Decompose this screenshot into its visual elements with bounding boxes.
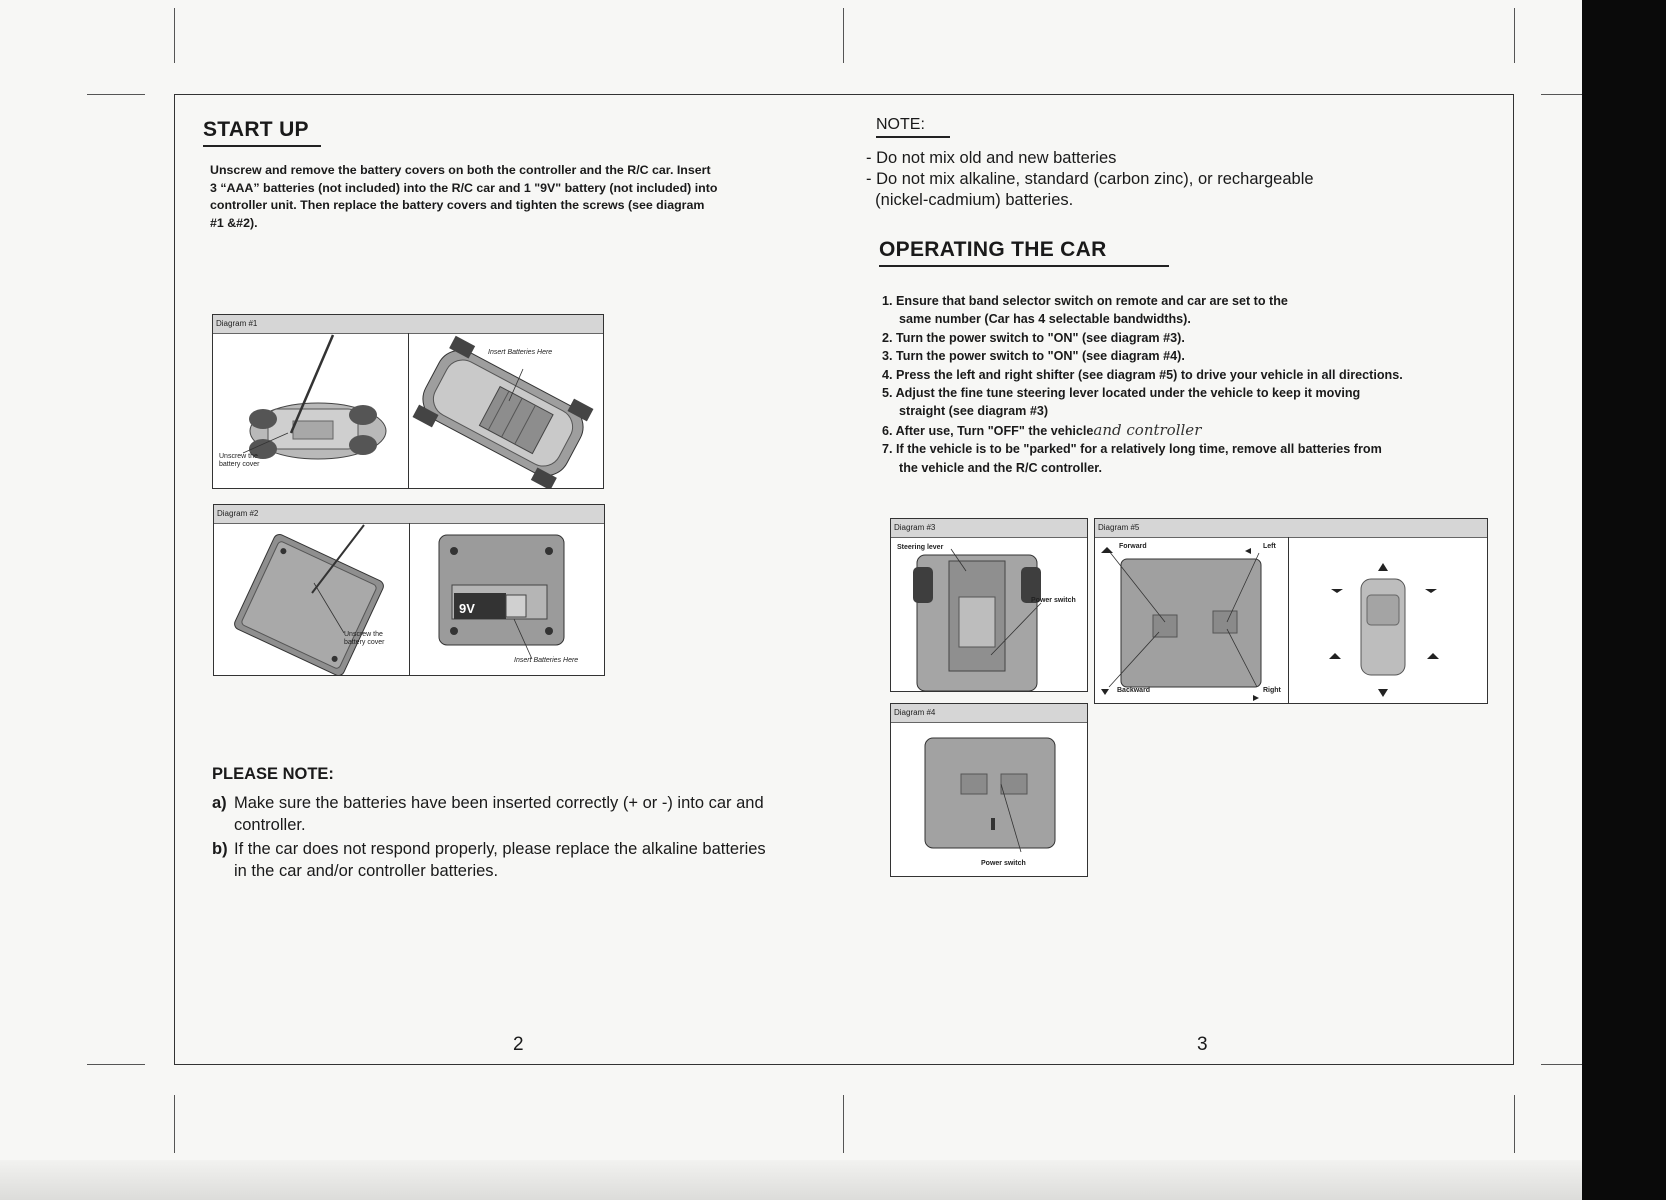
- crop-mark: [1514, 1095, 1515, 1153]
- page-number-left: 2: [513, 1034, 524, 1055]
- unscrew-label: Unscrew the battery cover: [219, 453, 260, 468]
- diagram-title: Diagram #2: [214, 505, 604, 524]
- list-item: 3. Turn the power switch to "ON" (see diagram #4).: [882, 349, 1185, 364]
- operating-heading: OPERATING THE CAR: [879, 238, 1169, 267]
- list-item: 7. If the vehicle is to be "parked" for a relatively long time, remove all batteries from: [882, 442, 1382, 457]
- crop-mark: [87, 1064, 145, 1065]
- please-note-heading: PLEASE NOTE:: [212, 765, 334, 783]
- controller-switch-illustration: [891, 722, 1087, 876]
- list-item: 6. After use, Turn "OFF" the vehicleand controller: [882, 420, 1202, 439]
- crop-mark: [174, 1095, 175, 1153]
- list-item: 1. Ensure that band selector switch on remote and car are set to the: [882, 294, 1288, 308]
- unscrew-label: Unscrew the battery cover: [344, 631, 385, 646]
- scan-bottom-shade: [0, 1160, 1582, 1200]
- insert-batteries-label: Insert Batteries Here: [514, 657, 579, 664]
- forward-label: Forward: [1119, 543, 1147, 550]
- operating-steps: 1. Ensure that band selector switch on remote and car are set to the same number (Car has 4 selectable bandwidths). 2. Turn the power switch to "ON" (see diagram #3). 3. Turn the power switch to "ON" (see diagram #4). 4. Press the left and right shifter (see diagram #5) to drive your vehicle in all directions. 5. Adjust the fine tune steering lever located under the vehicle to keep it moving straight (see diagram #3) 6. After use, Turn "OFF" the vehicleand controller 7. If the vehicle is to be "parked" for a relatively long time, remove all batteries from the vehicle and the R/C controller.: [882, 294, 1403, 475]
- car-underside-illustration: [213, 333, 603, 488]
- handwritten-note: and controller: [1093, 420, 1202, 439]
- note-heading: NOTE:: [876, 116, 950, 138]
- crop-mark: [1541, 94, 1582, 95]
- crop-mark: [1514, 8, 1515, 63]
- battery-9v-label: 9V: [459, 601, 475, 616]
- crop-mark: [87, 94, 145, 95]
- list-item: b) If the car does not respond properly, please replace the alkaline batteries in the car and/or controller batteries.: [212, 840, 766, 880]
- diagram-4: [890, 703, 1088, 877]
- crop-mark: [843, 1095, 844, 1153]
- diagram-1: [212, 314, 604, 489]
- diagram-title: Diagram #4: [891, 704, 1087, 723]
- remote-directions-illustration: [1095, 537, 1487, 703]
- list-item: 5. Adjust the fine tune steering lever located under the vehicle to keep it moving: [882, 386, 1361, 401]
- list-item: 4. Press the left and right shifter (see diagram #5) to drive your vehicle in all directions.: [882, 367, 1403, 382]
- diagram-title: Diagram #3: [891, 519, 1087, 538]
- right-label: Right: [1263, 687, 1281, 694]
- diagram-3: [890, 518, 1088, 692]
- note-list: - Do not mix old and new batteries - Do not mix alkaline, standard (carbon zinc), or rechargeable (nickel-cadmium) batteries.: [866, 149, 1314, 209]
- controller-illustration: [214, 523, 604, 675]
- diagram-2: [213, 504, 605, 676]
- left-label: Left: [1263, 543, 1276, 550]
- diagram-5: [1094, 518, 1488, 704]
- diagram-title: Diagram #1: [213, 315, 603, 334]
- start-up-instructions: Unscrew and remove the battery covers on both the controller and the R/C car. Insert 3 “AAA” batteries (not included) into the R/C car and 1 "9V" battery (not included) into controller unit. Then replace the battery covers and tighten the screws (see diagram #1 &#2).: [210, 163, 718, 230]
- please-note-list: [212, 792, 766, 884]
- insert-batteries-label: Insert Batteries Here: [488, 349, 553, 356]
- backward-label: Backward: [1117, 687, 1151, 694]
- list-item: a) Make sure the batteries have been inserted correctly (+ or -) into car and controller.: [212, 794, 764, 834]
- crop-mark: [843, 8, 844, 63]
- crop-mark: [1541, 1064, 1582, 1065]
- scan-edge: [1582, 0, 1666, 1200]
- list-item: 2. Turn the power switch to "ON" (see diagram #3).: [882, 330, 1185, 345]
- crop-mark: [174, 8, 175, 63]
- start-up-heading: START UP: [203, 118, 321, 147]
- steering-lever-label: Steering lever: [897, 544, 944, 551]
- diagram-title: Diagram #5: [1095, 519, 1487, 538]
- power-switch-label: Power switch: [1031, 597, 1076, 604]
- car-steering-illustration: [891, 537, 1087, 691]
- power-switch-label: Power switch: [981, 860, 1026, 867]
- page-number-right: 3: [1197, 1034, 1208, 1055]
